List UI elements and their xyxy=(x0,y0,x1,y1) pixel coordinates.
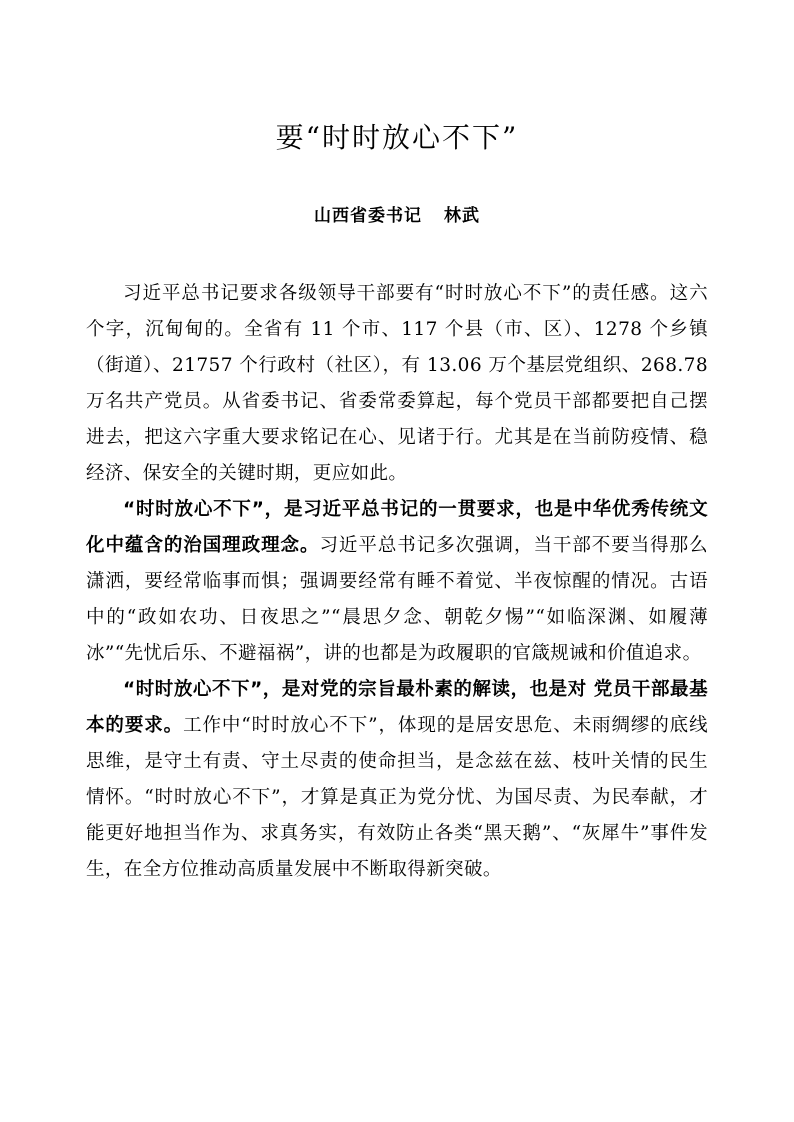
page-title: 要“时时放心不下” xyxy=(275,121,519,154)
paragraph-3-text: 工作中“时时放心不下”，体现的是居安思危、未雨绸缪的底线思维，是守土有责、守土尽责的使命担当，是念兹在兹、枝叶关情的民生情怀。“时时放心不下”，才算是真正为党分忧、为国尽责、为民奉献，才能更好地担当作为、求真务实，有效防止各类“黑天鹅”、“灰犀牛”事件发生，在全方位推动高质量发展中不断取得新突破。 xyxy=(86,715,708,881)
byline xyxy=(86,201,708,226)
paragraph-3-lead: “时时放心不下”，是对党的宗旨最朴素的解读，也是对 党员干部最基本的要求。 xyxy=(86,679,708,737)
paragraph-1 xyxy=(86,276,708,492)
paragraph-2-text: 习近平总书记多次强调，当干部不要当得那么潇洒，要经常临事而惧；强调要经常有睡不着觉、半夜惊醒的情况。古语中的“政如农功、日夜思之”“晨思夕念、朝乾夕惕”“如临深渊、如履薄冰”“先忧后乐、不避福祸”，讲的也都是为政履职的官箴规诫和价值追求。 xyxy=(86,535,708,665)
paragraph-2 xyxy=(86,492,708,672)
paragraph-3 xyxy=(86,672,708,888)
byline-affiliation: 山西省委书记 xyxy=(314,206,422,227)
document-body xyxy=(86,276,708,888)
byline-name: 林武 xyxy=(444,206,480,227)
paragraph-2-lead: “时时放心不下”，是习近平总书记的一贯要求，也是中华优秀传统文化中蕴含的治国理政理念。 xyxy=(86,499,708,557)
paragraph-1-text: 习近平总书记要求各级领导干部要有“时时放心不下”的责任感。这六个字，沉甸甸的。全省有 11 个市、117 个县（市、区）、1278 个乡镇（街道）、21757 个行政村（社区），有 13.06 万个基层党组织、268.78 万名共产党员。从省委书记、省委常委算起，每个党员干部都要把自己摆进去，把这六字重大要求铭记在心、见诸于行。尤其是在当前防疫情、稳经济、保安全的关键时期，更应如此。 xyxy=(86,283,708,485)
